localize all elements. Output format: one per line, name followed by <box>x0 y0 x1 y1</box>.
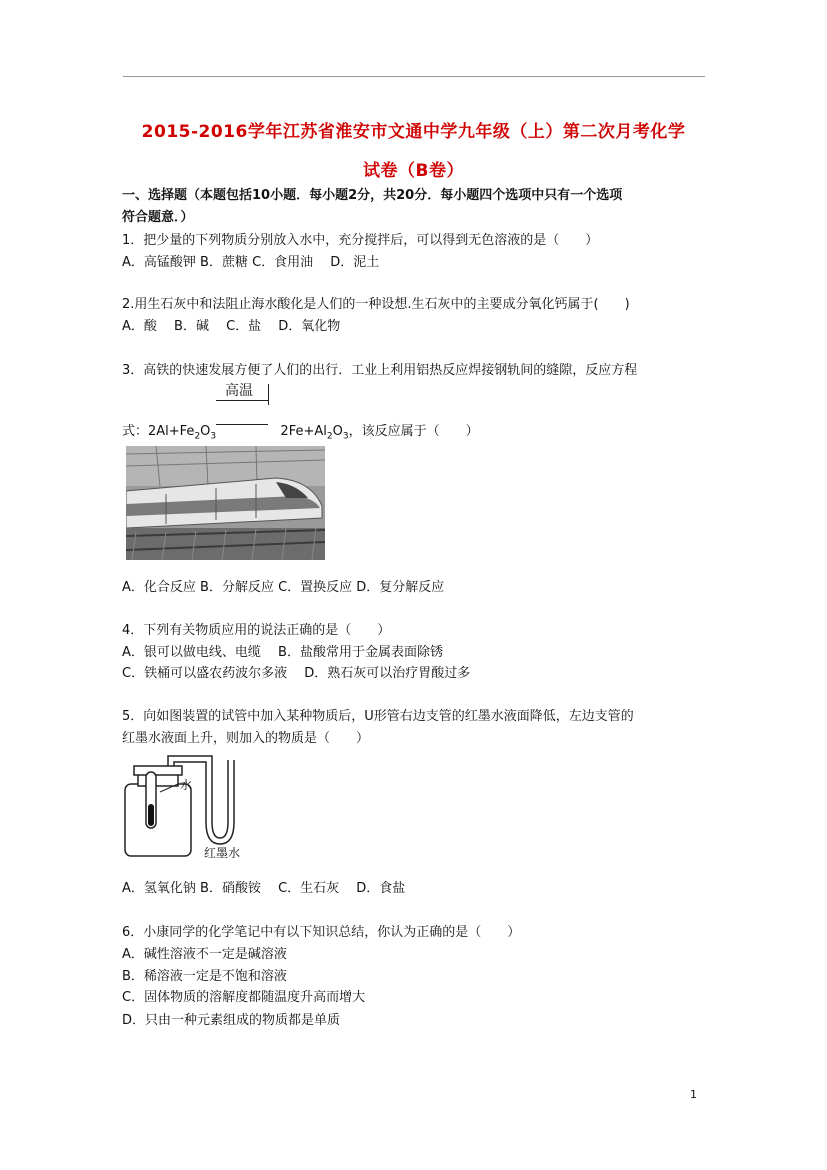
apparatus-label-red-ink: 红墨水 <box>204 846 241 860</box>
section-heading-line1: 一、选择题（本题包括10小题．每小题2分，共20分．每小题四个选项中只有一个选项 <box>122 188 623 203</box>
question-6-option-c: C．固体物质的溶解度都随温度升高而增大 <box>122 990 366 1005</box>
question-2-stem: 2.用生石灰中和法阻止海水酸化是人们的一种设想.生石灰中的主要成分氧化钙属于( ) <box>122 297 630 312</box>
question-3-options: A．化合反应 B．分解反应 C．置换反应 D．复分解反应 <box>122 580 445 595</box>
condition-underline <box>216 400 268 401</box>
question-1-options: A．高锰酸钾 B．蔗糖 C．食用油 D．泥土 <box>122 255 380 270</box>
question-6-stem: 6．小康同学的化学笔记中有以下知识总结，你认为正确的是（ ） <box>122 925 521 940</box>
condition-bracket <box>268 384 269 405</box>
question-6-option-a: A．碱性溶液不一定是碱溶液 <box>122 947 287 962</box>
high-speed-train-photo <box>126 446 325 560</box>
question-5-stem-line2: 红墨水液面上升，则加入的物质是（ ） <box>122 731 370 746</box>
page-number: 1 <box>690 1088 697 1101</box>
equation-reactants: 式：2Al+Fe <box>122 424 195 439</box>
question-6-option-b: B．稀溶液一定是不饱和溶液 <box>122 969 287 984</box>
question-4-options-ab: A．银可以做电线、电缆 B．盐酸常用于金属表面除锈 <box>122 645 443 660</box>
page-title-line2: 试卷（B卷） <box>363 161 464 181</box>
question-3-stem-suffix: ，该反应属于（ ） <box>348 424 479 439</box>
question-5-options: A．氢氧化钠 B．硝酸铵 C．生石灰 D．食盐 <box>122 881 406 896</box>
question-4-options-cd: C．铁桶可以盛农药波尔多液 D．熟石灰可以治疗胃酸过多 <box>122 666 471 681</box>
question-5-stem-line1: 5．向如图装置的试管中加入某种物质后，U形管右边支管的红墨水液面降低，左边支管的 <box>122 709 634 724</box>
equation-products: 2Fe+Al <box>280 424 327 439</box>
section-heading-line2: 符合题意．） <box>122 210 194 225</box>
reaction-condition: 高温 <box>225 383 253 399</box>
u-tube-apparatus-diagram <box>124 752 250 860</box>
question-2-options: A．酸 B．碱 C．盐 D．氧化物 <box>122 319 341 334</box>
page-title-line1: 2015-2016学年江苏省淮安市文通中学九年级（上）第二次月考化学 <box>141 122 686 142</box>
question-4-stem: 4．下列有关物质应用的说法正确的是（ ） <box>122 623 391 638</box>
question-3-stem: 3．高铁的快速发展方便了人们的出行．工业上利用铝热反应焊接钢轨间的缝隙，反应方程 <box>122 363 638 378</box>
question-1-stem: 1．把少量的下列物质分别放入水中，充分搅拌后，可以得到无色溶液的是（ ） <box>122 233 599 248</box>
apparatus-label-water: 水 <box>180 778 193 792</box>
header-rule <box>123 76 705 77</box>
question-3-equation: 式：$2Al+Fe_2O_3$ $2Fe+Al_2O_3$，该反应属于（ ） <box>122 424 479 442</box>
question-6-option-d: D．只由一种元素组成的物质都是单质 <box>122 1013 341 1028</box>
